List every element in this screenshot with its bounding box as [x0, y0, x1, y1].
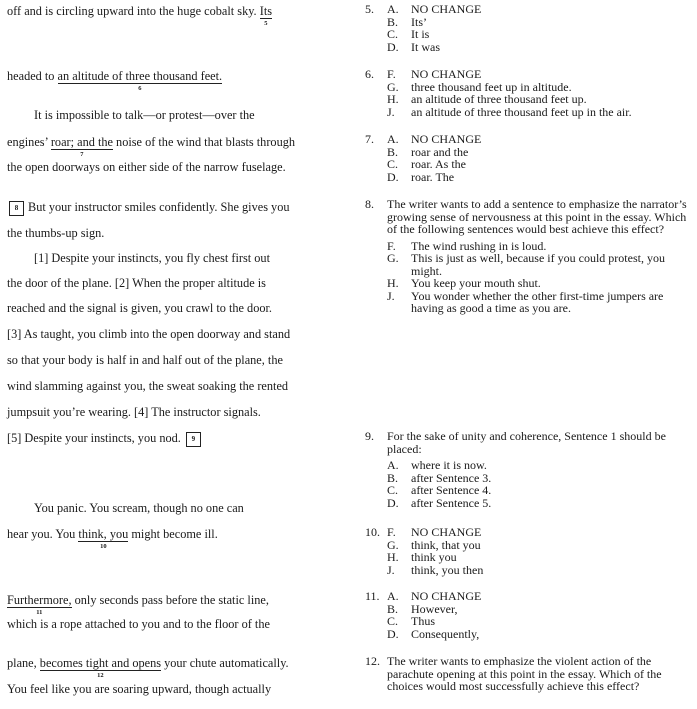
option-9-b[interactable]: B. after Sentence 3.: [387, 470, 492, 485]
question-9-stem: 9. For the sake of unity and coherence, Sentence 1 should be placed:: [365, 429, 666, 456]
option-10-j[interactable]: J. think, you then: [387, 562, 484, 577]
question-8-stem: 8. The writer wants to add a sentence to emphasize the narrator’s growing sense of nervousness at this point in the essay. Which of the following sentences would best achieve this effect?: [365, 197, 687, 236]
question-7: [365, 133, 481, 183]
question-marker-12: 12: [97, 672, 104, 679]
passage-line-20: plane, becomes tight and opens 12 your chute automatically.: [7, 656, 289, 679]
option-5-c[interactable]: C. It is: [387, 27, 430, 41]
passage-line-15: [5] Despite your instincts, you nod. 9: [7, 431, 205, 447]
passage-line-13: wind slamming against you, the sweat soaking the rented: [7, 379, 289, 393]
option-11-c[interactable]: C. Thus: [387, 614, 435, 628]
question-marker-5: 5: [264, 20, 268, 27]
option-6-f[interactable]: 6. F. NO CHANGE: [365, 67, 482, 81]
paragraph-line-3: It is impossible to talk—or protest—over the: [34, 108, 255, 122]
question-12-stem: 12. The writer wants to emphasize the violent action of the parachute opening at this point in the essay. Which of the choices would most successfully achieve this effect?: [365, 654, 662, 693]
option-8-j[interactable]: J. You wonder whether the other first-time jumpers are having as good a time as you are.: [387, 288, 664, 315]
option-11-b[interactable]: B. However,: [387, 601, 458, 616]
passage-line-4: engines’ roar; and the 7 noise of the wind that blasts through: [7, 135, 296, 158]
question-marker-11: 11: [36, 609, 43, 616]
question-12: [365, 655, 687, 693]
question-5: [365, 3, 481, 53]
passage-line-21: You feel like you are soaring upward, though actually: [7, 682, 272, 696]
question-9: [365, 430, 687, 509]
passage-line-17: hear you. You think, you 10 might become ill.: [7, 527, 218, 550]
question-marker-6: 6: [138, 85, 142, 92]
passage-line-8: [1] Despite your instincts, you fly chest first out: [34, 251, 270, 265]
passage-line-2: headed to an altitude of three thousand feet. 6: [7, 69, 223, 92]
passage-line-18: Furthermore, 11 only seconds pass before the static line,: [7, 593, 269, 616]
option-7-a[interactable]: 7. A. NO CHANGE: [365, 132, 482, 146]
option-7-c[interactable]: C. roar. As the: [387, 157, 466, 171]
option-10-f[interactable]: 10. F. NO CHANGE: [365, 525, 482, 539]
option-7-b[interactable]: B. roar and the: [387, 144, 469, 159]
option-10-g[interactable]: G. think, that you: [387, 537, 481, 552]
passage-line-7: the thumbs-up sign.: [7, 226, 105, 240]
option-8-f[interactable]: F. The wind rushing in is loud.: [387, 238, 547, 253]
passage-line-10: reached and the signal is given, you crawl to the door.: [7, 301, 272, 315]
passage-line-9: the door of the plane. [2] When the proper altitude is: [7, 276, 266, 290]
option-6-g[interactable]: G. three thousand feet up in altitude.: [387, 79, 572, 94]
option-6-j[interactable]: J. an altitude of three thousand feet up in the air.: [387, 104, 632, 119]
question-marker-7: 7: [80, 151, 84, 158]
option-5-d[interactable]: D. It was: [387, 39, 440, 54]
option-9-c[interactable]: C. after Sentence 4.: [387, 483, 492, 497]
passage-line-11: [3] As taught, you climb into the open doorway and stand: [7, 327, 291, 341]
passage-line-16: You panic. You scream, though no one can: [34, 501, 244, 515]
option-5-a[interactable]: 5. A. NO CHANGE: [365, 2, 482, 16]
passage-line-1: off and is circling upward into the huge cobalt sky. Its 5: [7, 4, 273, 27]
question-box-9[interactable]: 9: [186, 432, 201, 447]
underline-7[interactable]: roar; and the 7: [50, 135, 113, 158]
underline-6[interactable]: an altitude of three thousand feet. 6: [57, 69, 223, 92]
option-10-h[interactable]: H. think you: [387, 550, 457, 564]
question-10: [365, 526, 483, 576]
option-5-b[interactable]: B. Its’: [387, 14, 427, 29]
option-9-a[interactable]: A. where it is now.: [387, 458, 487, 472]
option-6-h[interactable]: H. an altitude of three thousand feet up.: [387, 92, 587, 106]
option-11-a[interactable]: 11. A. NO CHANGE: [365, 589, 482, 603]
question-11: [365, 590, 481, 640]
question-8: [365, 198, 687, 315]
option-8-g[interactable]: G. This is just as well, because if you could protest, you might.: [387, 251, 665, 278]
passage-line-12: so that your body is half in and half out of the plane, the: [7, 353, 283, 367]
option-9-d[interactable]: D. after Sentence 5.: [387, 495, 492, 510]
question-marker-10: 10: [100, 543, 107, 550]
passage-line-5: the open doorways on either side of the narrow fuselage.: [7, 160, 286, 174]
option-7-d[interactable]: D. roar. The: [387, 169, 455, 184]
underline-10[interactable]: think, you 10: [78, 527, 129, 550]
option-11-d[interactable]: D. Consequently,: [387, 626, 480, 641]
underline-5[interactable]: Its 5: [259, 4, 273, 27]
underline-12[interactable]: becomes tight and opens 12: [39, 656, 162, 679]
passage-line-19: which is a rope attached to you and to the floor of the: [7, 617, 270, 631]
option-8-h[interactable]: H. You keep your mouth shut.: [387, 276, 541, 290]
question-6: [365, 68, 632, 118]
passage-line-14: jumpsuit you’re wearing. [4] The instructor signals.: [7, 405, 261, 419]
passage-line-6: 8 But your instructor smiles confidently. She gives you: [7, 200, 290, 216]
underline-11[interactable]: Furthermore, 11: [7, 593, 72, 616]
question-box-8[interactable]: 8: [9, 201, 24, 216]
